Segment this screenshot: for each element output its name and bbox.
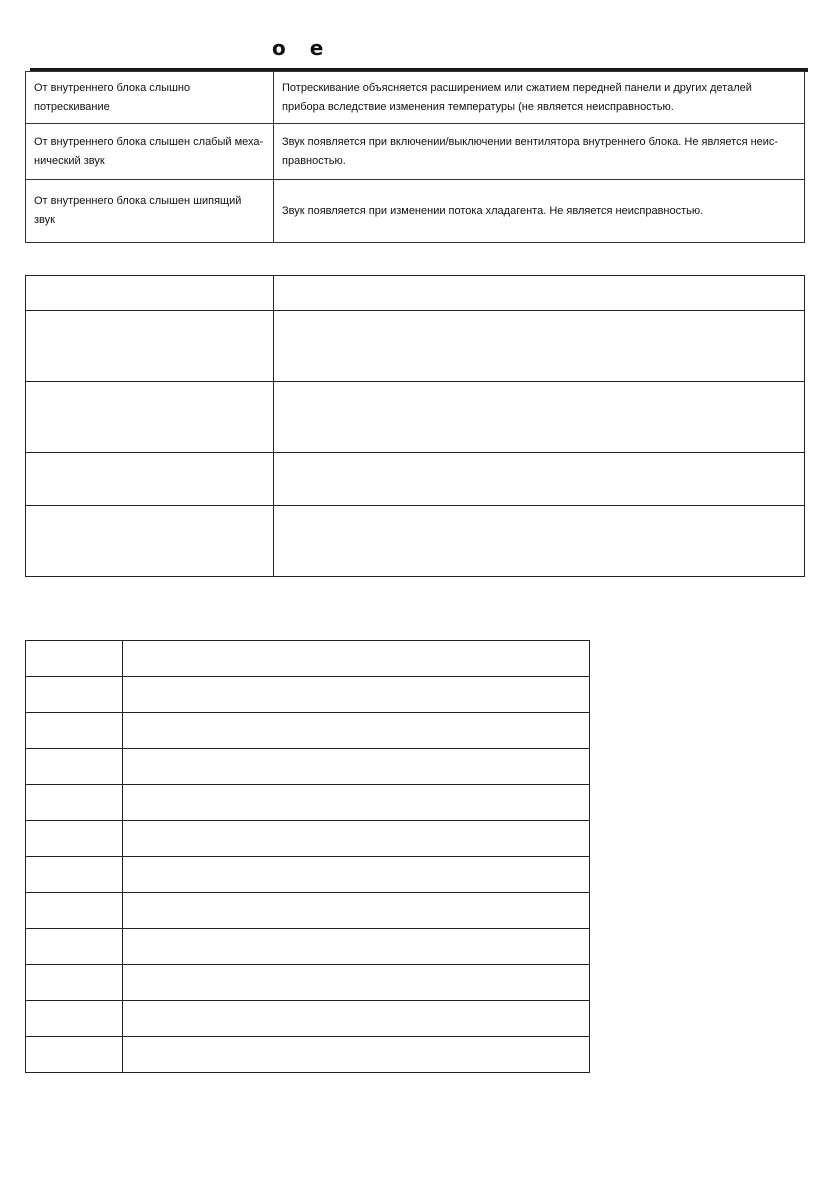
title-part-1: о — [272, 36, 286, 60]
symptom-cell: От внутреннего блока слышно потрескивание — [26, 72, 274, 124]
blank-cell — [274, 382, 805, 453]
table-row — [26, 929, 590, 965]
blank-cell — [123, 641, 590, 677]
blank-cell — [123, 713, 590, 749]
blank-cell — [26, 929, 123, 965]
blank-cell — [26, 1001, 123, 1037]
blank-cell — [274, 453, 805, 506]
blank-cell — [123, 749, 590, 785]
cause-cell: Звук появляется при включении/выключении вентилятора внутреннего блока. Не является неис-правностью. — [274, 124, 805, 180]
table-row — [26, 1001, 590, 1037]
blank-cell — [123, 857, 590, 893]
title-part-2: е — [309, 36, 324, 60]
blank-cell — [26, 382, 274, 453]
noise-troubleshooting-table — [25, 71, 805, 243]
table-row — [26, 124, 805, 180]
blank-cell — [26, 677, 123, 713]
table-row — [26, 785, 590, 821]
page-title — [272, 36, 323, 60]
blank-cell — [274, 276, 805, 311]
table-row — [26, 965, 590, 1001]
symptom-cell: От внутреннего блока слышен слабый меха-нический звук — [26, 124, 274, 180]
blank-grid-table — [25, 640, 590, 1073]
blank-cell — [26, 1037, 123, 1073]
table-row — [26, 1037, 590, 1073]
table-row — [26, 453, 805, 506]
table-row — [26, 506, 805, 577]
blank-cell — [274, 506, 805, 577]
table-row — [26, 641, 590, 677]
blank-cell — [26, 506, 274, 577]
cause-cell: Потрескивание объясняется расширением или сжатием передней панели и других деталей прибора вследствие изменения температуры (не является неисправностью. — [274, 72, 805, 124]
table-row — [26, 382, 805, 453]
table-row — [26, 821, 590, 857]
blank-cell — [123, 1037, 590, 1073]
blank-cell — [26, 276, 274, 311]
table-row — [26, 857, 590, 893]
table-row — [26, 72, 805, 124]
blank-cell — [26, 641, 123, 677]
blank-cell — [26, 749, 123, 785]
blank-cell — [123, 893, 590, 929]
table-row — [26, 276, 805, 311]
blank-cell — [123, 929, 590, 965]
table-row — [26, 893, 590, 929]
blank-cell — [123, 1001, 590, 1037]
blank-cell — [123, 965, 590, 1001]
table-row — [26, 677, 590, 713]
table-row — [26, 749, 590, 785]
blank-cell — [26, 453, 274, 506]
table-row — [26, 180, 805, 243]
blank-cell — [26, 311, 274, 382]
blank-cell — [123, 821, 590, 857]
blank-cell — [26, 893, 123, 929]
blank-two-column-table — [25, 275, 805, 577]
blank-cell — [26, 965, 123, 1001]
blank-cell — [26, 857, 123, 893]
blank-cell — [123, 785, 590, 821]
table-row — [26, 311, 805, 382]
blank-cell — [123, 677, 590, 713]
symptom-cell: От внутреннего блока слышен шипящий звук — [26, 180, 274, 243]
table-row — [26, 713, 590, 749]
blank-cell — [26, 713, 123, 749]
blank-cell — [26, 821, 123, 857]
blank-cell — [26, 785, 123, 821]
blank-cell — [274, 311, 805, 382]
cause-cell: Звук появляется при изменении потока хладагента. Не является неисправностью. — [274, 180, 805, 243]
